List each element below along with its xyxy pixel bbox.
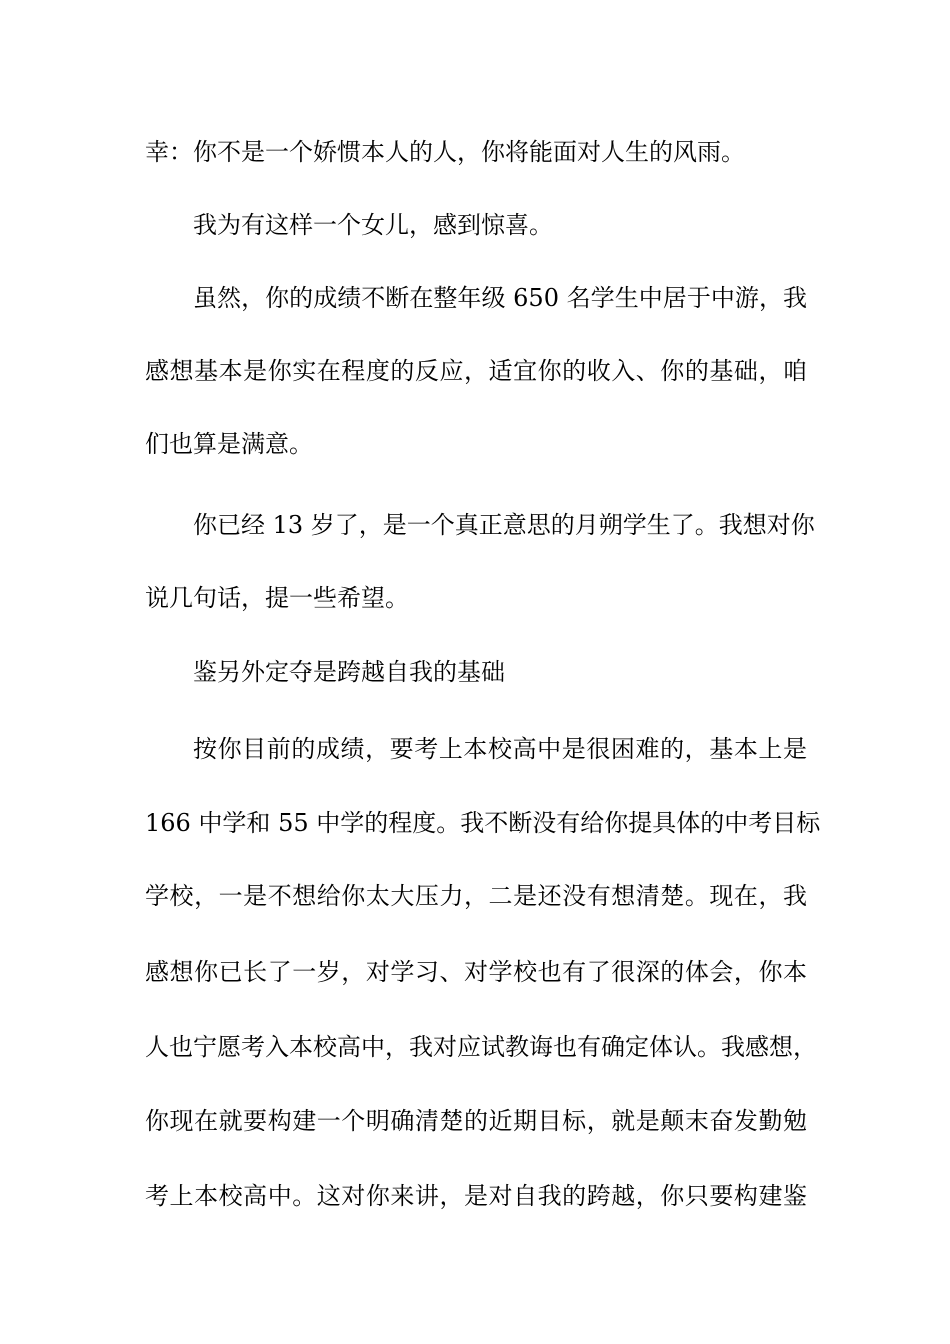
- paragraph-line-14: 你现在就要构建一个明确清楚的近期目标，就是颠末奋发勤勉: [145, 1107, 807, 1135]
- paragraph-line-6: 你已经 13 岁了，是一个真正意思的月朔学生了。我想对你: [193, 511, 815, 539]
- paragraph-line-5: 们也算是满意。: [145, 430, 313, 458]
- paragraph-line-11: 学校，一是不想给你太大压力，二是还没有想清楚。现在，我: [145, 882, 807, 910]
- text-line-1: 幸：你不是一个娇惯本人的人，你将能面对人生的风雨。: [145, 138, 745, 166]
- paragraph-line-9: 按你目前的成绩，要考上本校高中是很困难的，基本上是: [193, 735, 807, 763]
- paragraph-line-10: 166 中学和 55 中学的程度。我不断没有给你提具体的中考目标: [145, 809, 821, 837]
- paragraph-line-4: 感想基本是你实在程度的反应，适宜你的收入、你的基础，咱: [145, 357, 807, 385]
- paragraph-line-2: 我为有这样一个女儿，感到惊喜。: [193, 211, 553, 239]
- paragraph-line-15: 考上本校高中。这对你来讲，是对自我的跨越，你只要构建鉴: [145, 1182, 807, 1210]
- paragraph-line-13: 人也宁愿考入本校高中，我对应试教诲也有确定体认。我感想，: [145, 1033, 817, 1061]
- paragraph-line-3: 虽然，你的成绩不断在整年级 650 名学生中居于中游，我: [193, 284, 807, 312]
- paragraph-line-12: 感想你已长了一岁，对学习、对学校也有了很深的体会，你本: [145, 958, 807, 986]
- paragraph-line-7: 说几句话，提一些希望。: [145, 584, 409, 612]
- section-heading: 鉴另外定夺是跨越自我的基础: [193, 658, 505, 686]
